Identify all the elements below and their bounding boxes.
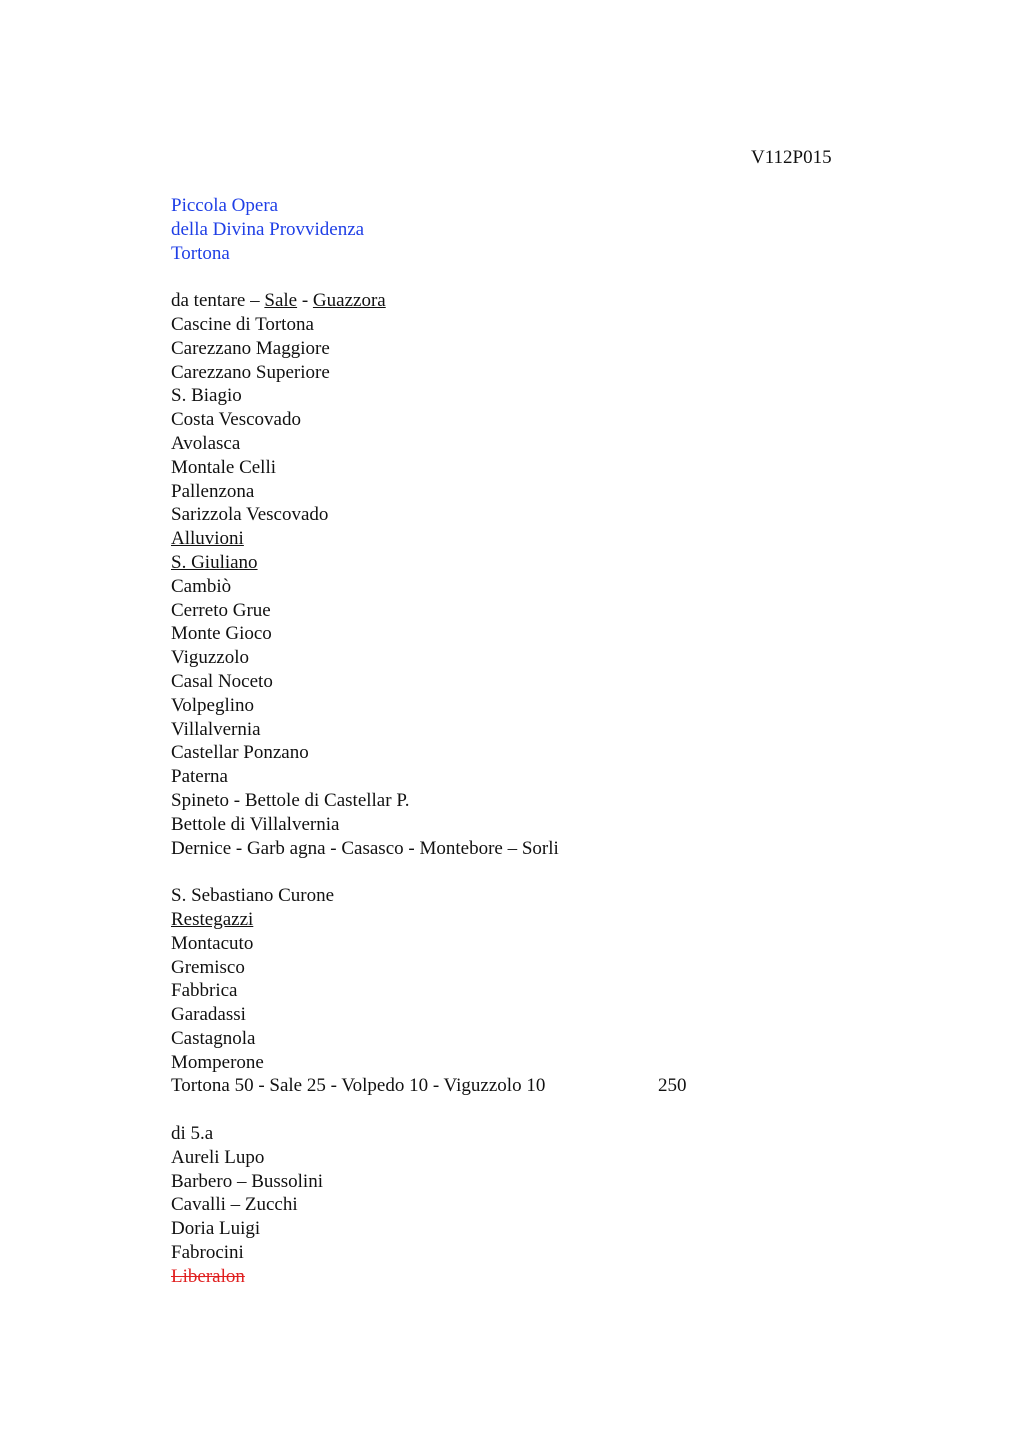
list-item-struck	[171, 1265, 951, 1289]
list-item: Castagnola	[171, 1027, 256, 1049]
underlined-place: Restegazzi	[171, 908, 254, 930]
separator: -	[297, 290, 313, 312]
list-item: Bettole di Villalvernia	[171, 813, 340, 835]
list-item: Casal Noceto	[171, 670, 273, 692]
list-item: Pallenzona	[171, 480, 255, 502]
list-item: S. Sebastiano Curone	[171, 885, 335, 907]
list-item: Gremisco	[171, 956, 245, 978]
list-item: Paterna	[171, 766, 228, 788]
list-item-underlined	[171, 551, 951, 575]
list-heading	[171, 289, 951, 313]
total-breakdown: Tortona 50 - Sale 25 - Volpedo 10 - Viguzzolo 10	[171, 1075, 546, 1097]
total-row	[171, 1074, 951, 1098]
list-item: Castellar Ponzano	[171, 742, 309, 764]
underlined-place: Guazzora	[312, 290, 386, 312]
list-item: Cerreto Grue	[171, 599, 271, 621]
document-body	[171, 194, 951, 1289]
list-heading: di 5.a	[171, 1123, 214, 1145]
list-item: Fabrocini	[171, 1242, 244, 1264]
list-item: Cascine di Tortona	[171, 313, 314, 335]
list-item: Momperone	[171, 1051, 264, 1073]
list-item: Aureli Lupo	[171, 1146, 265, 1168]
list-item: Barbero – Bussolini	[171, 1170, 323, 1192]
spacer	[171, 265, 951, 289]
list-item: S. Biagio	[171, 385, 242, 407]
list-item: Viguzzolo	[171, 647, 250, 669]
list-item: Doria Luigi	[171, 1218, 261, 1240]
list-item: Spineto - Bettole di Castellar P.	[171, 789, 410, 811]
list-item-underlined	[171, 908, 951, 932]
list-item: Dernice - Garb agna - Casasco - Montebore – Sorli	[171, 837, 559, 859]
letterhead-line: della Divina Provvidenza	[171, 218, 365, 240]
list-item: Garadassi	[171, 1004, 246, 1026]
underlined-place: Alluvioni	[171, 528, 244, 550]
list-item: Montale Celli	[171, 456, 277, 478]
underlined-place: S. Giuliano	[171, 551, 258, 573]
letterhead-line: Tortona	[171, 242, 230, 264]
struck-name: Liberalon	[171, 1265, 245, 1287]
list-item: Villalvernia	[171, 718, 261, 740]
list-item: Fabbrica	[171, 980, 238, 1002]
list-item: Cambiò	[171, 575, 232, 597]
heading-prefix: da tentare –	[171, 290, 265, 312]
list-item: Sarizzola Vescovado	[171, 504, 329, 526]
document-reference: V112P015	[751, 147, 832, 168]
list-item: Carezzano Maggiore	[171, 337, 330, 359]
spacer	[171, 860, 951, 884]
letterhead-line: Piccola Opera	[171, 195, 279, 216]
list-item: Volpeglino	[171, 694, 255, 716]
list-item: Carezzano Superiore	[171, 361, 330, 383]
list-item: Monte Gioco	[171, 623, 272, 645]
total-value: 250	[658, 1075, 687, 1097]
underlined-place: Sale	[264, 290, 298, 312]
spacer	[171, 1098, 951, 1122]
list-item: Cavalli – Zucchi	[171, 1194, 298, 1216]
list-item: Avolasca	[171, 432, 241, 454]
list-item: Costa Vescovado	[171, 409, 301, 431]
list-item-underlined	[171, 527, 951, 551]
list-item: Montacuto	[171, 932, 254, 954]
